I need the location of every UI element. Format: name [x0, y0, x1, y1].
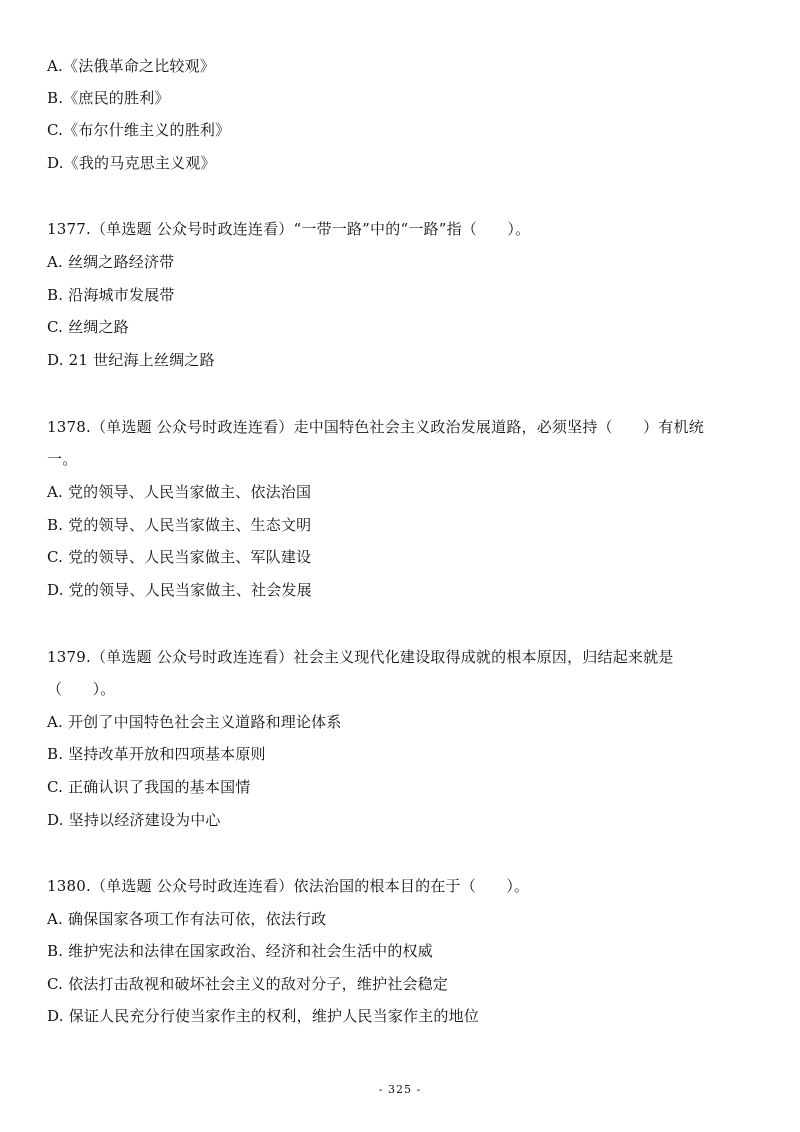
option-a: A. 开创了中国特色社会主义道路和理论体系 — [47, 713, 342, 731]
question-stem: 1380.（单选题 公众号时政连连看）依法治国的根本目的在于（ ）。 — [47, 877, 530, 895]
option-b: B. 沿海城市发展带 — [47, 286, 175, 304]
option-d: D. 坚持以经济建设为中心 — [47, 811, 221, 829]
option-d: D. 21 世纪海上丝绸之路 — [47, 351, 215, 369]
option-d: D. 党的领导、人民当家做主、社会发展 — [47, 581, 312, 599]
option-d: D.《我的马克思主义观》 — [47, 154, 216, 172]
page-number: - 325 - — [378, 1083, 422, 1096]
option-b: B. 坚持改革开放和四项基本原则 — [47, 745, 266, 763]
option-a: A.《法俄革命之比较观》 — [47, 57, 216, 75]
option-b: B. 维护宪法和法律在国家政治、经济和社会生活中的权威 — [47, 942, 433, 960]
option-d: D. 保证人民充分行使当家作主的权利，维护人民当家作主的地位 — [47, 1007, 480, 1025]
question-stem: 1377.（单选题 公众号时政连连看）“一带一路”中的“一路”指（ ）。 — [47, 220, 531, 238]
option-a: A. 丝绸之路经济带 — [47, 253, 175, 271]
question-stem: 1379.（单选题 公众号时政连连看）社会主义现代化建设取得成就的根本原因，归结起来就是 — [47, 648, 674, 666]
option-c: C. 党的领导、人民当家做主、军队建设 — [47, 548, 312, 566]
option-c: C. 丝绸之路 — [47, 318, 129, 336]
option-b: B. 党的领导、人民当家做主、生态文明 — [47, 516, 312, 534]
option-a: A. 确保国家各项工作有法可依，依法行政 — [47, 910, 327, 928]
option-c: C. 依法打击敌视和破坏社会主义的敌对分子，维护社会稳定 — [47, 975, 449, 993]
option-c: C. 正确认识了我国的基本国情 — [47, 778, 251, 796]
question-stem-continued: 一。 — [47, 450, 78, 468]
option-b: B.《庶民的胜利》 — [47, 89, 170, 107]
question-stem-continued: （ ）。 — [47, 680, 116, 698]
question-stem: 1378.（单选题 公众号时政连连看）走中国特色社会主义政治发展道路，必须坚持（ ）有机统 — [47, 418, 704, 436]
option-c: C.《布尔什维主义的胜利》 — [47, 121, 231, 139]
option-a: A. 党的领导、人民当家做主、依法治国 — [47, 483, 312, 501]
